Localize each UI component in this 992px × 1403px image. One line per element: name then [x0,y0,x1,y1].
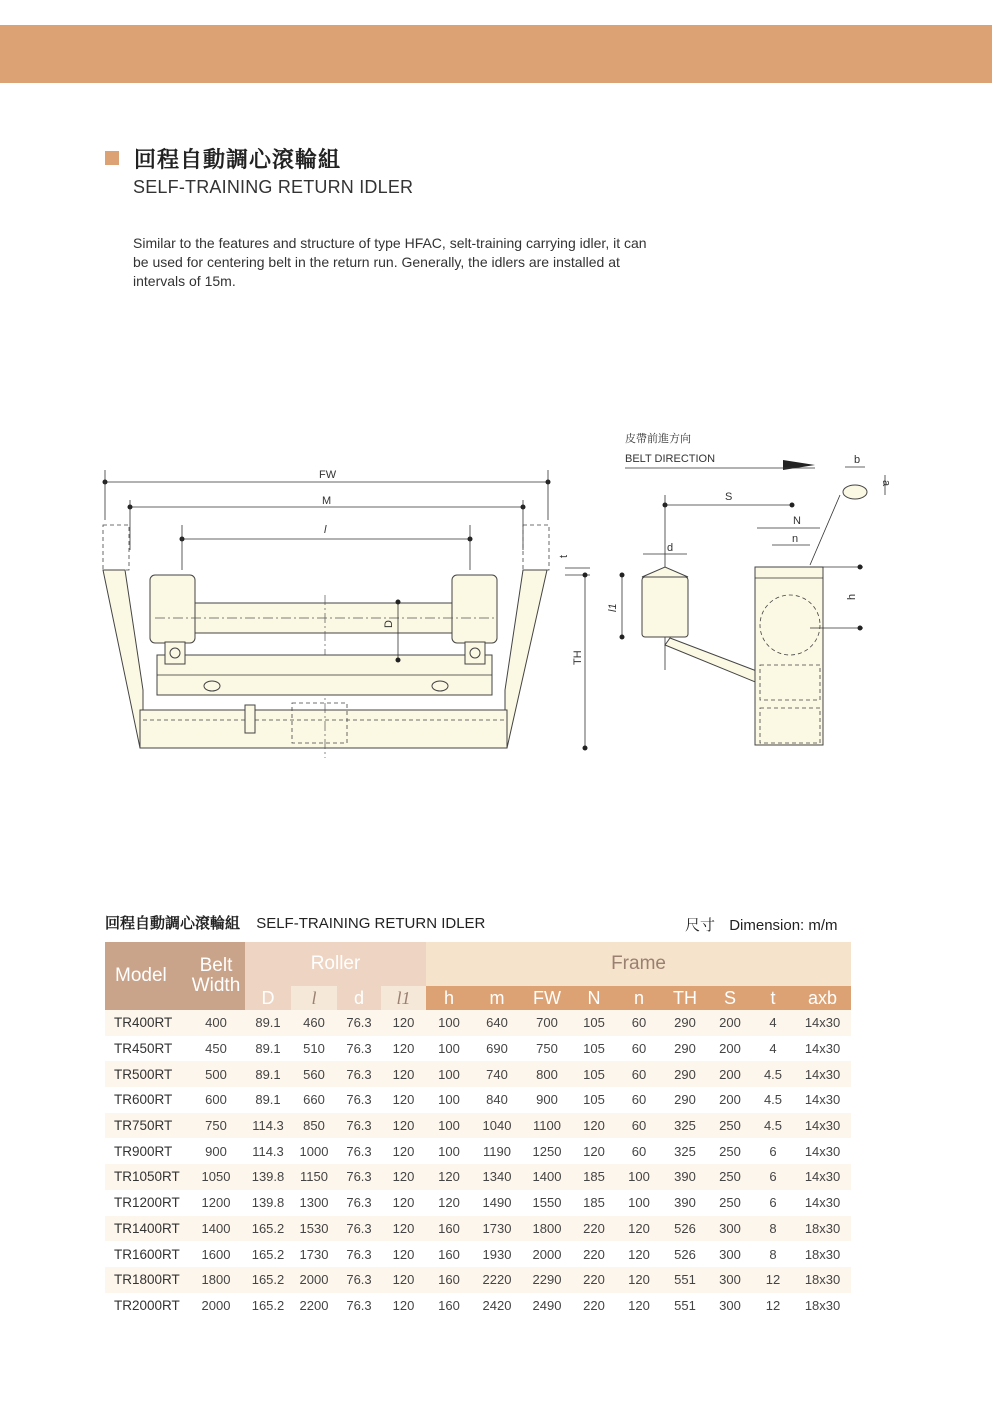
table-cell: 185 [572,1164,616,1190]
table-title [105,912,485,933]
table-cell: 185 [572,1190,616,1216]
table-cell: 12 [752,1293,794,1319]
table-cell: 60 [616,1113,662,1139]
table-cell: 700 [522,1010,572,1036]
table-cell: 14x30 [794,1190,851,1216]
table-cell: 2420 [472,1293,522,1319]
subheader-d: D [245,986,291,1010]
table-cell: 1930 [472,1241,522,1267]
table-cell: 290 [662,1010,708,1036]
belt-direction-en: BELT DIRECTION [625,453,716,465]
label-n-upper: N [793,515,801,527]
table-cell: 660 [291,1087,337,1113]
table-cell: 76.3 [337,1241,381,1267]
table-row [105,1087,851,1113]
table-cell: 1800 [187,1267,245,1293]
subheader-h: h [426,986,472,1010]
table-cell: 120 [381,1010,426,1036]
spec-table [105,942,851,1318]
table-row [105,1241,851,1267]
table-row [105,1216,851,1242]
table-cell: 120 [616,1267,662,1293]
page-title-zh: 回程自動調心滾輪組 [134,148,342,173]
table-cell: 60 [616,1087,662,1113]
subheader-m: m [472,986,522,1010]
table-cell: 740 [472,1061,522,1087]
table-cell: 14x30 [794,1113,851,1139]
cell-model: TR1400RT [105,1216,187,1242]
table-cell: 76.3 [337,1190,381,1216]
table-row [105,1113,851,1139]
table-cell: 165.2 [245,1293,291,1319]
table-cell: 76.3 [337,1216,381,1242]
table-cell: 690 [472,1036,522,1062]
table-cell: 100 [426,1138,472,1164]
cell-model: TR1600RT [105,1241,187,1267]
header-model: Model [105,942,187,1010]
table-cell: 14x30 [794,1010,851,1036]
table-cell: 14x30 [794,1036,851,1062]
table-cell: 1150 [291,1164,337,1190]
table-cell: 76.3 [337,1113,381,1139]
table-row [105,1010,851,1036]
table-cell: 220 [572,1293,616,1319]
table-cell: 89.1 [245,1061,291,1087]
table-row [105,1164,851,1190]
table-cell: 120 [572,1113,616,1139]
table-cell: 2000 [522,1241,572,1267]
table-cell: 76.3 [337,1293,381,1319]
front-view [103,469,591,758]
table-cell: 160 [426,1216,472,1242]
table-cell: 2290 [522,1267,572,1293]
label-s: S [725,491,733,503]
table-cell: 300 [708,1241,752,1267]
table-cell: 450 [187,1036,245,1062]
table-cell: 1200 [187,1190,245,1216]
table-title-en: SELF-TRAINING RETURN IDLER [256,915,486,932]
table-cell: 165.2 [245,1241,291,1267]
table-cell: 4 [752,1010,794,1036]
table-cell: 390 [662,1164,708,1190]
table-cell: 6 [752,1138,794,1164]
table-cell: 1530 [291,1216,337,1242]
table-cell: 120 [381,1216,426,1242]
table-cell: 1550 [522,1190,572,1216]
table-cell: 1250 [522,1138,572,1164]
cell-model: TR1800RT [105,1267,187,1293]
table-cell: 200 [708,1087,752,1113]
header-band [0,25,992,83]
subheader-d-small: d [337,986,381,1010]
dimension-en: Dimension: m/m [729,917,838,934]
table-cell: 120 [381,1087,426,1113]
table-row [105,1061,851,1087]
table-cell: 1400 [522,1164,572,1190]
table-cell: 120 [381,1190,426,1216]
subheader-l: l [291,986,337,1010]
table-cell: 14x30 [794,1087,851,1113]
table-cell: 120 [616,1293,662,1319]
table-cell: 1600 [187,1241,245,1267]
table-cell: 14x30 [794,1138,851,1164]
table-cell: 200 [708,1036,752,1062]
table-cell: 2490 [522,1293,572,1319]
cell-model: TR1200RT [105,1190,187,1216]
table-cell: 1000 [291,1138,337,1164]
header-frame: Frame [426,942,851,986]
subheader-n-upper: N [572,986,616,1010]
table-cell: 551 [662,1293,708,1319]
table-cell: 390 [662,1190,708,1216]
table-cell: 114.3 [245,1138,291,1164]
table-cell: 2200 [291,1293,337,1319]
table-cell: 526 [662,1216,708,1242]
table-cell: 100 [426,1010,472,1036]
table-row [105,1138,851,1164]
subheader-fw: FW [522,986,572,1010]
label-fw: FW [319,469,337,481]
table-cell: 120 [426,1190,472,1216]
table-cell: 325 [662,1138,708,1164]
label-n-lower: n [792,533,799,545]
table-cell: 1490 [472,1190,522,1216]
page-title-en: SELF-TRAINING RETURN IDLER [133,177,414,197]
table-cell: 1340 [472,1164,522,1190]
table-cell: 100 [616,1164,662,1190]
table-cell: 4 [752,1036,794,1062]
table-cell: 100 [426,1087,472,1113]
table-cell: 290 [662,1061,708,1087]
table-cell: 120 [381,1138,426,1164]
table-cell: 76.3 [337,1164,381,1190]
table-cell: 850 [291,1113,337,1139]
table-row [105,1190,851,1216]
table-cell: 1400 [187,1216,245,1242]
table-cell: 18x30 [794,1293,851,1319]
table-row [105,1036,851,1062]
cell-model: TR400RT [105,1010,187,1036]
table-cell: 18x30 [794,1216,851,1242]
table-cell: 1050 [187,1164,245,1190]
table-cell: 160 [426,1267,472,1293]
table-cell: 18x30 [794,1267,851,1293]
table-cell: 250 [708,1164,752,1190]
technical-drawing [95,420,905,760]
table-cell: 120 [616,1241,662,1267]
cell-model: TR450RT [105,1036,187,1062]
title-bullet-icon [105,151,119,165]
subheader-t: t [752,986,794,1010]
table-cell: 250 [708,1113,752,1139]
table-cell: 4.5 [752,1113,794,1139]
description-text: Similar to the features and structure of type HFAC, selt-training carrying idler, it can be used for centering belt in the return run. Generally, the idlers are installed at intervals of 15m. [133,235,647,289]
table-cell: 120 [381,1267,426,1293]
table-cell: 76.3 [337,1010,381,1036]
table-cell: 600 [187,1087,245,1113]
table-cell: 6 [752,1164,794,1190]
label-l: l [324,524,327,536]
table-cell: 290 [662,1087,708,1113]
table-cell: 114.3 [245,1113,291,1139]
belt-direction-arrow-icon [783,460,815,470]
table-cell: 120 [381,1241,426,1267]
header-belt-width-line2: Width [191,975,241,996]
table-cell: 18x30 [794,1241,851,1267]
table-cell: 60 [616,1036,662,1062]
table-cell: 165.2 [245,1216,291,1242]
table-cell: 460 [291,1010,337,1036]
table-cell: 14x30 [794,1061,851,1087]
table-cell: 139.8 [245,1190,291,1216]
subheader-s: S [708,986,752,1010]
table-cell: 120 [616,1216,662,1242]
table-cell: 139.8 [245,1164,291,1190]
table-cell: 76.3 [337,1036,381,1062]
label-m: M [322,495,332,507]
table-cell: 105 [572,1036,616,1062]
table-cell: 120 [381,1293,426,1319]
table-cell: 290 [662,1036,708,1062]
table-cell: 60 [616,1061,662,1087]
table-cell: 200 [708,1061,752,1087]
table-cell: 900 [187,1138,245,1164]
table-cell: 100 [616,1190,662,1216]
table-cell: 1040 [472,1113,522,1139]
table-title-zh: 回程自動調心滾輪組 [105,914,241,932]
table-cell: 840 [472,1087,522,1113]
table-cell: 76.3 [337,1087,381,1113]
table-cell: 1730 [472,1216,522,1242]
table-cell: 4.5 [752,1061,794,1087]
table-cell: 89.1 [245,1010,291,1036]
table-cell: 750 [522,1036,572,1062]
table-cell: 76.3 [337,1267,381,1293]
table-cell: 2000 [291,1267,337,1293]
table-cell: 300 [708,1216,752,1242]
table-cell: 560 [291,1061,337,1087]
table-cell: 105 [572,1087,616,1113]
table-dimension-unit [685,914,838,935]
table-cell: 900 [522,1087,572,1113]
label-th: TH [572,650,584,665]
cell-model: TR1050RT [105,1164,187,1190]
table-cell: 200 [708,1010,752,1036]
subheader-l1: l1 [381,986,426,1010]
header-roller: Roller [245,942,426,986]
table-cell: 120 [572,1138,616,1164]
label-b: b [854,454,861,466]
table-cell: 400 [187,1010,245,1036]
table-cell: 60 [616,1138,662,1164]
table-cell: 120 [381,1061,426,1087]
table-cell: 100 [426,1061,472,1087]
table-cell: 551 [662,1267,708,1293]
table-cell: 160 [426,1293,472,1319]
label-d-diameter: D [383,620,395,628]
table-cell: 300 [708,1293,752,1319]
table-cell: 800 [522,1061,572,1087]
table-cell: 76.3 [337,1138,381,1164]
label-t: t [558,554,570,558]
table-cell: 89.1 [245,1087,291,1113]
table-cell: 120 [381,1164,426,1190]
table-cell: 12 [752,1267,794,1293]
table-cell: 89.1 [245,1036,291,1062]
table-cell: 220 [572,1267,616,1293]
table-row [105,1293,851,1319]
table-cell: 250 [708,1190,752,1216]
table-cell: 2000 [187,1293,245,1319]
table-cell: 160 [426,1241,472,1267]
side-view [607,431,892,745]
table-cell: 325 [662,1113,708,1139]
table-cell: 76.3 [337,1061,381,1087]
table-cell: 526 [662,1241,708,1267]
table-cell: 1300 [291,1190,337,1216]
table-cell: 1100 [522,1113,572,1139]
table-cell: 6 [752,1190,794,1216]
dimension-zh: 尺寸 [685,916,716,934]
cell-model: TR750RT [105,1113,187,1139]
table-cell: 120 [381,1036,426,1062]
table-cell: 1190 [472,1138,522,1164]
table-cell: 510 [291,1036,337,1062]
table-cell: 105 [572,1010,616,1036]
table-cell: 8 [752,1216,794,1242]
table-row [105,1267,851,1293]
label-h: h [846,593,858,600]
table-cell: 105 [572,1061,616,1087]
cell-model: TR600RT [105,1087,187,1113]
label-d-shaft: d [667,542,674,554]
table-cell: 1800 [522,1216,572,1242]
header-belt-width-line1: Belt [199,955,233,976]
table-cell: 100 [426,1113,472,1139]
table-cell: 1730 [291,1241,337,1267]
subheader-n-lower: n [616,986,662,1010]
table-cell: 100 [426,1036,472,1062]
table-cell: 220 [572,1241,616,1267]
table-cell: 8 [752,1241,794,1267]
cell-model: TR500RT [105,1061,187,1087]
subheader-th: TH [662,986,708,1010]
cell-model: TR900RT [105,1138,187,1164]
table-cell: 300 [708,1267,752,1293]
table-cell: 2220 [472,1267,522,1293]
table-cell: 14x30 [794,1164,851,1190]
table-cell: 750 [187,1113,245,1139]
table-cell: 165.2 [245,1267,291,1293]
table-cell: 60 [616,1010,662,1036]
table-cell: 120 [426,1164,472,1190]
spec-table-body [105,1010,851,1318]
cell-model: TR2000RT [105,1293,187,1319]
header-belt-width [187,942,245,1010]
belt-direction-zh: 皮帶前進方向 [625,433,691,445]
table-cell: 4.5 [752,1087,794,1113]
label-l1: l1 [607,603,619,612]
table-cell: 220 [572,1216,616,1242]
table-cell: 120 [381,1113,426,1139]
table-cell: 640 [472,1010,522,1036]
subheader-axb: axb [794,986,851,1010]
table-cell: 250 [708,1138,752,1164]
table-cell: 500 [187,1061,245,1087]
label-a: a [880,480,892,487]
